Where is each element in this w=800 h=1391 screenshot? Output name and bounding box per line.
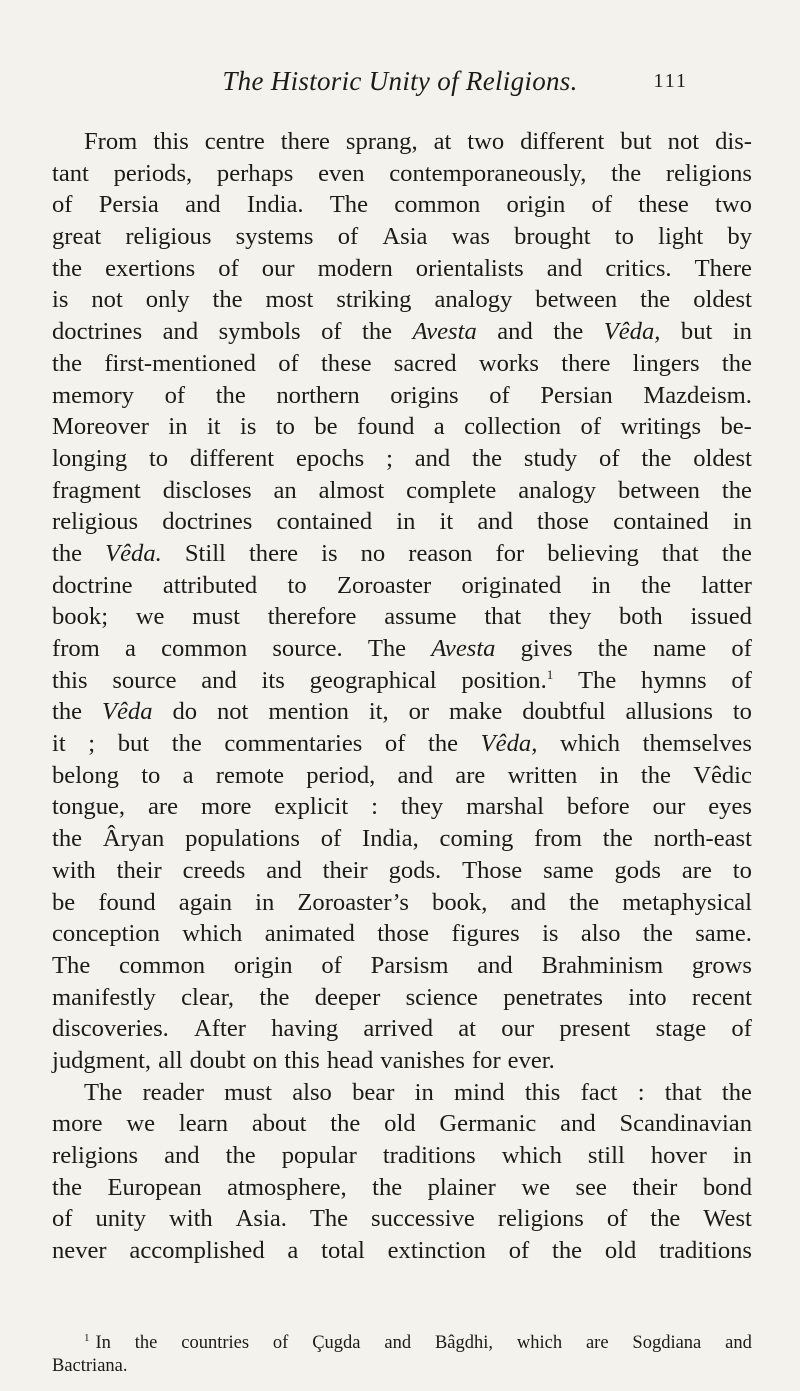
text-line: with their creeds and their gods. Those same gods are to [52,856,752,884]
text-line: never accomplished a total extinction of the old traditions [52,1237,752,1265]
text-line: more we learn about the old Germanic and Scandinavian [52,1110,752,1138]
text-line: belong to a remote period, and are written in the Vêdic [52,761,752,789]
footnote [52,1332,752,1378]
text-line: the exertions of our modern orientalists and critics. There [52,254,752,282]
text-line: is not only the most striking analogy between the oldest [52,286,752,314]
text-line: of Persia and India. The common origin of these two [52,191,752,219]
text-line: From this centre there sprang, at two different but not dis- [84,128,752,155]
text-line: judgment, all doubt on this head vanishes for ever. [52,1046,555,1074]
text-line: tant periods, perhaps even contemporaneously, the religions [52,159,752,187]
text-line: Moreover in it is to be found a collection of writings be- [52,413,752,441]
text-line: this source and its geographical position.$^1$ The hymns of [52,666,752,694]
text-line: manifestly clear, the deeper science penetrates into recent [52,983,752,1011]
text-line: The common origin of Parsism and Brahminism grows [52,951,752,979]
text-line: the Vêda. Still there is no reason for believing that the [52,539,752,567]
page-number: 111 [653,70,688,92]
text-line: religions and the popular traditions which still hover in [52,1142,752,1169]
text-line: tongue, are more explicit : they marshal before our eyes [52,793,752,821]
text-line: the Vêda do not mention it, or make doubtful allusions to [52,698,752,726]
text-line: great religious systems of Asia was brought to light by [52,223,752,251]
text-line: it ; but the commentaries of the Vêda, which themselves [52,730,752,758]
text-line: doctrine attributed to Zoroaster originated in the latter [52,571,752,599]
page-header [0,66,800,106]
text-line: the first-mentioned of these sacred works there lingers the [52,349,752,377]
text-line: of unity with Asia. The successive religions of the West [52,1205,752,1233]
footnote-marker: 1 [84,1331,90,1344]
text-line: memory of the northern origins of Persian Mazdeism. [52,381,752,409]
text-line: The reader must also bear in mind this fact : that the [84,1078,752,1106]
text-line: doctrines and symbols of the Avesta and the Vêda, but in [52,318,752,346]
body-text [52,126,752,1267]
text-line: discoveries. After having arrived at our present stage of [52,1015,752,1043]
text-line: be found again in Zoroaster’s book, and the metaphysical [52,888,752,916]
text-line: book; we must therefore assume that they both issued [52,603,752,631]
text-line: religious doctrines contained in it and those contained in [52,508,752,536]
running-title: The Historic Unity of Religions. [222,66,578,96]
text-line: the Âryan populations of India, coming from the north-east [52,825,752,853]
text-line: fragment discloses an almost complete analogy between the [52,476,752,504]
text-line: from a common source. The Avesta gives the name of [52,635,752,662]
footnote-reference: 1 [546,666,554,682]
text-line: conception which animated those figures is also the same. [52,920,752,948]
text-line: longing to different epochs ; and the study of the oldest [52,444,752,472]
footnote-line: $^1$ In the countries of Çugda and Bâgdhi, which are Sogdiana and [84,1331,752,1353]
footnote-line: Bactriana. [52,1356,128,1376]
text-line: the European atmosphere, the plainer we see their bond [52,1173,752,1201]
